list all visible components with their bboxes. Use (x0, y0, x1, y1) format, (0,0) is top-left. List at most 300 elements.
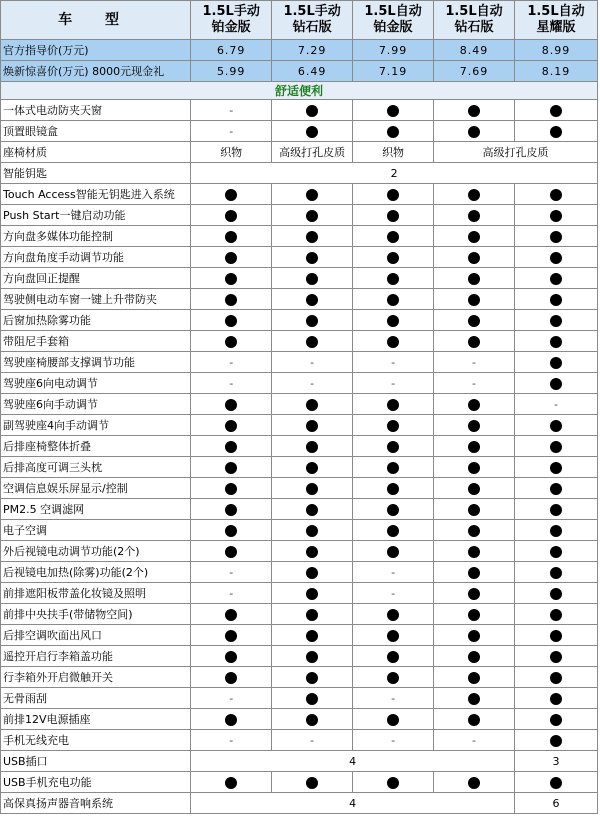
feature-cell (272, 289, 353, 310)
feature-cell (191, 709, 272, 730)
feature-cell (353, 436, 434, 457)
feature-label: 智能钥匙 (1, 163, 191, 184)
feature-cell (353, 289, 434, 310)
feature-cell (434, 457, 515, 478)
standard-dot-icon (468, 630, 480, 642)
feature-label: 无骨雨刮 (1, 688, 191, 709)
feature-cell (353, 247, 434, 268)
feature-value-text: 高级打孔皮质 (279, 146, 346, 159)
standard-dot-icon (468, 672, 480, 684)
feature-row (1, 625, 598, 646)
feature-row (1, 646, 598, 667)
feature-row (1, 499, 598, 520)
feature-cell (353, 541, 434, 562)
standard-dot-icon (550, 546, 562, 558)
feature-cell (514, 331, 597, 352)
feature-row (1, 604, 598, 625)
feature-row (1, 457, 598, 478)
trim-header-cell (272, 1, 353, 40)
standard-dot-icon (468, 231, 480, 243)
standard-dot-icon (387, 294, 399, 306)
trim-header-cell (353, 1, 434, 40)
standard-dot-icon (225, 630, 237, 642)
feature-cell (272, 562, 353, 583)
feature-cell (514, 604, 597, 625)
feature-cell (434, 100, 515, 121)
feature-cell (514, 268, 597, 289)
feature-cell (191, 772, 272, 793)
feature-value (191, 142, 272, 163)
feature-cell (191, 310, 272, 331)
not-available-dash: - (229, 586, 234, 600)
trim-engine: 1.5L手动 (202, 4, 260, 19)
standard-dot-icon (468, 126, 480, 138)
price-value: 8.49 (434, 40, 515, 61)
feature-cell (191, 226, 272, 247)
standard-dot-icon (306, 777, 318, 789)
feature-cell (353, 394, 434, 415)
standard-dot-icon (468, 777, 480, 789)
feature-cell (434, 709, 515, 730)
official-price-row (1, 40, 598, 61)
feature-label: 后排高度可调三头枕 (1, 457, 191, 478)
standard-dot-icon (550, 105, 562, 117)
feature-row (1, 520, 598, 541)
standard-dot-icon (468, 210, 480, 222)
feature-row (1, 541, 598, 562)
feature-cell (434, 415, 515, 436)
trim-engine: 1.5L自动 (364, 4, 422, 19)
spec-table-body (1, 1, 598, 814)
standard-dot-icon (306, 273, 318, 285)
feature-row (1, 478, 598, 499)
standard-dot-icon (468, 504, 480, 516)
feature-row (1, 709, 598, 730)
feature-cell (353, 415, 434, 436)
feature-cell (353, 331, 434, 352)
feature-cell (191, 289, 272, 310)
standard-dot-icon (225, 420, 237, 432)
not-available-dash: - (391, 586, 396, 600)
feature-cell (434, 373, 515, 394)
standard-dot-icon (225, 399, 237, 411)
feature-label: 方向盘角度手动调节功能 (1, 247, 191, 268)
standard-dot-icon (550, 420, 562, 432)
feature-row (1, 730, 598, 751)
standard-dot-icon (468, 588, 480, 600)
feature-cell (514, 436, 597, 457)
standard-dot-icon (468, 651, 480, 663)
standard-dot-icon (306, 441, 318, 453)
feature-cell (514, 205, 597, 226)
feature-cell (191, 625, 272, 646)
not-available-dash: - (472, 733, 476, 747)
feature-cell (272, 205, 353, 226)
price-value: 7.19 (353, 61, 434, 82)
feature-value (191, 751, 515, 772)
feature-cell (353, 625, 434, 646)
standard-dot-icon (387, 126, 399, 138)
standard-dot-icon (306, 714, 318, 726)
section-header-row (1, 82, 598, 100)
feature-row (1, 688, 598, 709)
price-value: 7.29 (272, 40, 353, 61)
feature-value-text: 4 (349, 754, 357, 768)
feature-label: 带阻尼手套箱 (1, 331, 191, 352)
standard-dot-icon (468, 336, 480, 348)
feature-cell (514, 541, 597, 562)
standard-dot-icon (468, 315, 480, 327)
standard-dot-icon (550, 735, 562, 747)
standard-dot-icon (306, 693, 318, 705)
feature-row (1, 226, 598, 247)
feature-value-text: 3 (552, 754, 560, 768)
price-value: 8.99 (514, 40, 597, 61)
standard-dot-icon (306, 672, 318, 684)
standard-dot-icon (306, 126, 318, 138)
feature-label: 外后视镜电动调节功能(2个) (1, 541, 191, 562)
trim-header-cell (191, 1, 272, 40)
price-label: 官方指导价(万元) (1, 40, 191, 61)
standard-dot-icon (225, 189, 237, 201)
standard-dot-icon (468, 399, 480, 411)
feature-row (1, 184, 598, 205)
feature-cell (514, 226, 597, 247)
feature-cell (434, 331, 515, 352)
feature-row (1, 373, 598, 394)
standard-dot-icon (387, 672, 399, 684)
standard-dot-icon (306, 210, 318, 222)
feature-cell (353, 520, 434, 541)
feature-cell (191, 541, 272, 562)
feature-label: USB插口 (1, 751, 191, 772)
feature-cell (272, 415, 353, 436)
feature-cell (514, 688, 597, 709)
feature-cell (272, 625, 353, 646)
feature-cell (191, 436, 272, 457)
standard-dot-icon (550, 630, 562, 642)
price-value: 7.99 (353, 40, 434, 61)
feature-cell (191, 646, 272, 667)
header-row (1, 1, 598, 40)
feature-row (1, 247, 598, 268)
feature-cell (191, 100, 272, 121)
feature-cell (191, 562, 272, 583)
feature-cell (191, 583, 272, 604)
standard-dot-icon (550, 609, 562, 621)
trim-name: 铂金版 (211, 20, 251, 35)
not-available-dash: - (229, 733, 234, 747)
standard-dot-icon (387, 231, 399, 243)
feature-row (1, 751, 598, 772)
feature-cell (272, 268, 353, 289)
feature-label: 后排座椅整体折叠 (1, 436, 191, 457)
feature-cell (353, 730, 434, 751)
standard-dot-icon (387, 252, 399, 264)
feature-label: Touch Access智能无钥匙进入系统 (1, 184, 191, 205)
feature-cell (353, 499, 434, 520)
feature-cell (514, 667, 597, 688)
feature-cell (353, 478, 434, 499)
standard-dot-icon (225, 777, 237, 789)
standard-dot-icon (468, 462, 480, 474)
standard-dot-icon (306, 420, 318, 432)
standard-dot-icon (550, 588, 562, 600)
standard-dot-icon (225, 210, 237, 222)
standard-dot-icon (550, 126, 562, 138)
standard-dot-icon (225, 546, 237, 558)
feature-row (1, 772, 598, 793)
feature-cell (434, 646, 515, 667)
trim-engine: 1.5L自动 (445, 4, 503, 19)
not-available-dash: - (391, 565, 396, 579)
standard-dot-icon (225, 315, 237, 327)
feature-cell (272, 184, 353, 205)
feature-cell (191, 205, 272, 226)
feature-label: 行李箱外开启微触开关 (1, 667, 191, 688)
standard-dot-icon (225, 609, 237, 621)
not-available-dash: - (553, 397, 558, 411)
standard-dot-icon (387, 420, 399, 432)
feature-value-text: 高级打孔皮质 (482, 146, 549, 159)
standard-dot-icon (225, 231, 237, 243)
feature-cell (272, 709, 353, 730)
feature-cell (191, 457, 272, 478)
feature-cell (434, 667, 515, 688)
feature-row (1, 331, 598, 352)
standard-dot-icon (387, 651, 399, 663)
standard-dot-icon (387, 525, 399, 537)
feature-value (514, 751, 597, 772)
feature-cell (191, 415, 272, 436)
trim-engine: 1.5L自动 (527, 4, 585, 19)
price-value: 7.69 (434, 61, 515, 82)
feature-cell (434, 625, 515, 646)
feature-cell (191, 520, 272, 541)
feature-cell (434, 184, 515, 205)
standard-dot-icon (387, 483, 399, 495)
feature-row (1, 121, 598, 142)
feature-cell (272, 772, 353, 793)
feature-cell (272, 121, 353, 142)
feature-row (1, 583, 598, 604)
feature-cell (353, 352, 434, 373)
standard-dot-icon (306, 546, 318, 558)
price-value: 6.79 (191, 40, 272, 61)
feature-label: Push Start一键启动功能 (1, 205, 191, 226)
standard-dot-icon (306, 252, 318, 264)
standard-dot-icon (306, 336, 318, 348)
standard-dot-icon (468, 252, 480, 264)
feature-cell (353, 667, 434, 688)
standard-dot-icon (225, 273, 237, 285)
standard-dot-icon (306, 231, 318, 243)
feature-cell (514, 478, 597, 499)
feature-value (514, 793, 597, 814)
feature-cell (353, 100, 434, 121)
not-available-dash: - (310, 733, 315, 747)
feature-row (1, 793, 598, 814)
standard-dot-icon (387, 336, 399, 348)
feature-cell (434, 289, 515, 310)
standard-dot-icon (225, 462, 237, 474)
feature-label: 高保真扬声器音响系统 (1, 793, 191, 814)
feature-row (1, 415, 598, 436)
standard-dot-icon (550, 252, 562, 264)
not-available-dash: - (391, 355, 396, 369)
trim-header-cell (434, 1, 515, 40)
standard-dot-icon (387, 273, 399, 285)
standard-dot-icon (387, 315, 399, 327)
feature-cell (514, 415, 597, 436)
feature-cell (434, 268, 515, 289)
standard-dot-icon (225, 483, 237, 495)
standard-dot-icon (550, 315, 562, 327)
feature-cell (514, 100, 597, 121)
standard-dot-icon (306, 525, 318, 537)
feature-cell (434, 520, 515, 541)
feature-value (191, 793, 515, 814)
feature-cell (191, 730, 272, 751)
feature-cell (272, 541, 353, 562)
feature-cell (191, 604, 272, 625)
feature-value (353, 142, 434, 163)
feature-cell (191, 667, 272, 688)
feature-cell (514, 184, 597, 205)
feature-cell (434, 121, 515, 142)
price-value: 6.49 (272, 61, 353, 82)
standard-dot-icon (387, 189, 399, 201)
standard-dot-icon (550, 462, 562, 474)
feature-cell (514, 352, 597, 373)
feature-cell (514, 289, 597, 310)
feature-cell (272, 373, 353, 394)
feature-cell (434, 352, 515, 373)
standard-dot-icon (468, 693, 480, 705)
standard-dot-icon (225, 714, 237, 726)
feature-cell (353, 772, 434, 793)
standard-dot-icon (306, 462, 318, 474)
feature-label: 后排空调吹面出风口 (1, 625, 191, 646)
feature-cell (434, 583, 515, 604)
standard-dot-icon (468, 546, 480, 558)
feature-cell (514, 625, 597, 646)
feature-cell (514, 772, 597, 793)
standard-dot-icon (550, 189, 562, 201)
feature-cell (514, 373, 597, 394)
standard-dot-icon (550, 273, 562, 285)
standard-dot-icon (550, 714, 562, 726)
standard-dot-icon (550, 231, 562, 243)
feature-cell (191, 247, 272, 268)
feature-cell (191, 352, 272, 373)
standard-dot-icon (550, 294, 562, 306)
standard-dot-icon (387, 777, 399, 789)
trim-name: 铂金版 (373, 20, 413, 35)
feature-label: 一体式电动防夹天窗 (1, 100, 191, 121)
feature-row (1, 436, 598, 457)
standard-dot-icon (468, 189, 480, 201)
feature-row (1, 163, 598, 184)
feature-label: 方向盘多媒体功能控制 (1, 226, 191, 247)
standard-dot-icon (387, 630, 399, 642)
trim-engine: 1.5L手动 (283, 4, 341, 19)
feature-cell (514, 247, 597, 268)
feature-cell (434, 226, 515, 247)
standard-dot-icon (306, 609, 318, 621)
standard-dot-icon (387, 462, 399, 474)
not-available-dash: - (229, 355, 234, 369)
feature-label: 前排中央扶手(带储物空间) (1, 604, 191, 625)
standard-dot-icon (387, 399, 399, 411)
not-available-dash: - (391, 733, 396, 747)
feature-cell (272, 730, 353, 751)
feature-cell (191, 331, 272, 352)
not-available-dash: - (472, 355, 476, 369)
feature-value-text: 织物 (220, 146, 243, 159)
not-available-dash: - (310, 376, 315, 390)
feature-cell (272, 394, 353, 415)
feature-cell (191, 184, 272, 205)
feature-cell (191, 373, 272, 394)
feature-cell (191, 688, 272, 709)
feature-cell (191, 268, 272, 289)
section-title: 舒适便利 (1, 82, 598, 100)
feature-label: 副驾驶座4向手动调节 (1, 415, 191, 436)
standard-dot-icon (550, 693, 562, 705)
feature-cell (434, 541, 515, 562)
feature-label: 驾驶座6向手动调节 (1, 394, 191, 415)
feature-value-text: 4 (349, 796, 357, 810)
feature-cell (272, 646, 353, 667)
feature-cell (272, 310, 353, 331)
standard-dot-icon (306, 651, 318, 663)
feature-row (1, 268, 598, 289)
standard-dot-icon (550, 378, 562, 390)
standard-dot-icon (468, 714, 480, 726)
feature-row (1, 205, 598, 226)
not-available-dash: - (391, 691, 396, 705)
standard-dot-icon (550, 672, 562, 684)
standard-dot-icon (550, 651, 562, 663)
feature-value-text: 2 (390, 166, 398, 180)
standard-dot-icon (225, 672, 237, 684)
feature-row (1, 667, 598, 688)
standard-dot-icon (468, 273, 480, 285)
feature-value-text: 织物 (382, 146, 405, 159)
standard-dot-icon (225, 441, 237, 453)
feature-cell (353, 583, 434, 604)
feature-cell (514, 457, 597, 478)
feature-cell (272, 478, 353, 499)
feature-value (272, 142, 353, 163)
promo-price-row (1, 61, 598, 82)
standard-dot-icon (468, 105, 480, 117)
standard-dot-icon (387, 714, 399, 726)
not-available-dash: - (310, 355, 315, 369)
feature-cell (272, 226, 353, 247)
feature-cell (353, 226, 434, 247)
feature-cell (191, 499, 272, 520)
feature-row (1, 310, 598, 331)
feature-cell (434, 247, 515, 268)
feature-label: 驾驶座椅腰部支撑调节功能 (1, 352, 191, 373)
feature-cell (434, 499, 515, 520)
feature-label: 驾驶座6向电动调节 (1, 373, 191, 394)
feature-row (1, 289, 598, 310)
feature-label: 驾驶侧电动车窗一键上升带防夹 (1, 289, 191, 310)
feature-cell (272, 247, 353, 268)
